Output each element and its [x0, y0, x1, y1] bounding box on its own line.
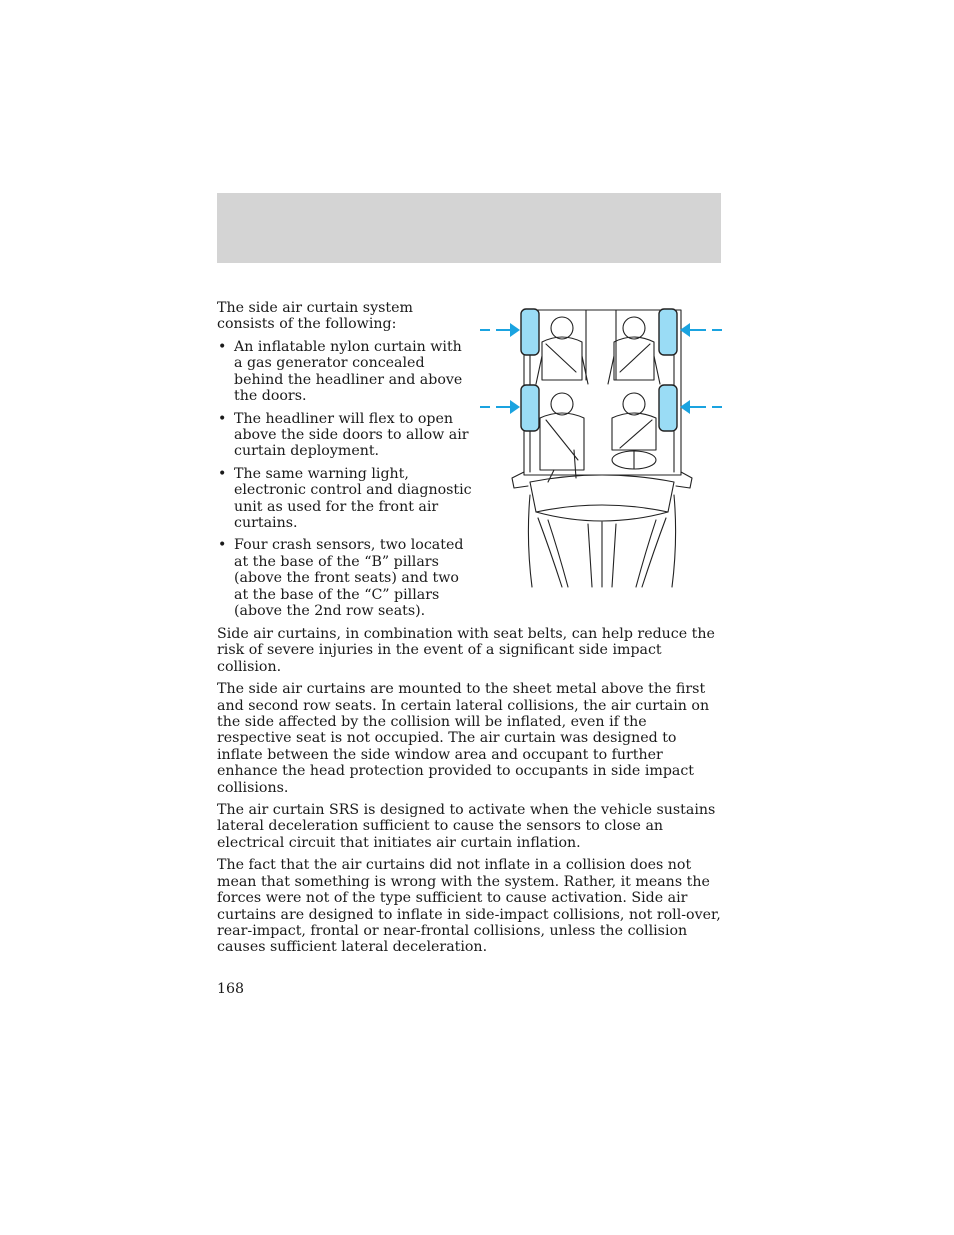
page-number: 168	[217, 981, 245, 997]
body-paragraph: The side air curtains are mounted to the sheet metal above the first and second row seats. In certain lateral collisions, the air curtain on the side affected by the collision will be inflated, even if the respective seat is not occupied. The air curtain was designed to inflate between the side window area and occupant to further enhance the head protection provided to occupants in side impact collisions.	[217, 681, 710, 796]
section-header-band	[217, 193, 721, 263]
air-curtain-front-left	[521, 309, 539, 355]
windshield	[530, 475, 674, 512]
left-mirror	[512, 472, 528, 488]
occupant-head	[623, 393, 645, 415]
bullet-glyph: •	[218, 465, 227, 482]
hood-left	[528, 495, 532, 587]
list-item-text: The headliner will flex to open above the side doors to allow air curtain deployment.	[234, 410, 469, 460]
occupant-head	[551, 393, 573, 415]
right-mirror	[676, 472, 692, 488]
bullet-glyph: •	[218, 410, 227, 427]
intro-text: The side air curtain system consists of the following:	[217, 300, 413, 333]
list-item	[217, 537, 472, 619]
air-curtain-rear-left	[521, 385, 539, 431]
list-item	[217, 339, 472, 405]
body-paragraph: The fact that the air curtains did not inflate in a collision does not mean that something is wrong with the system. Rather, it means the forces were not of the type sufficient to cause activation. Side air curtains are designed to inflate in side-impact collisions, not roll-over, rear-impact, frontal or near-frontal collisions, unless the collision causes sufficient lateral deceleration.	[217, 857, 721, 956]
body-paragraph: The air curtain SRS is designed to activate when the vehicle sustains lateral deceleration sufficient to cause the sensors to close an electrical circuit that initiates air curtain inflation.	[217, 802, 716, 851]
bullet-glyph: •	[218, 537, 227, 554]
list-item-text: Four crash sensors, two located at the base of the “B” pillars (above the front seats) and two at the base of the “C” pillars (above the 2nd row seats).	[234, 537, 464, 620]
occupant-head	[551, 317, 573, 339]
occupant-head	[623, 317, 645, 339]
body-paragraph: Side air curtains, in combination with seat belts, can help reduce the risk of severe injuries in the event of a significant side impact collision.	[217, 626, 715, 675]
body-paragraphs	[217, 626, 725, 962]
hood-right	[672, 495, 676, 587]
air-curtain-rear-right	[659, 385, 677, 431]
list-item	[217, 466, 472, 532]
component-list	[217, 339, 472, 626]
bullet-glyph: •	[218, 339, 227, 355]
list-item-text: The same warning light, electronic control and diagnostic unit as used for the front air curtains.	[234, 465, 472, 532]
list-item-text: An inflatable nylon curtain with a gas generator concealed behind the headliner and above the doors.	[234, 339, 463, 405]
roof-outline	[524, 310, 681, 475]
vehicle-top-view-figure	[476, 300, 726, 590]
vehicle-top-view-side-air-curtain-icon	[476, 300, 726, 590]
list-item	[217, 411, 472, 460]
air-curtain-front-right	[659, 309, 677, 355]
